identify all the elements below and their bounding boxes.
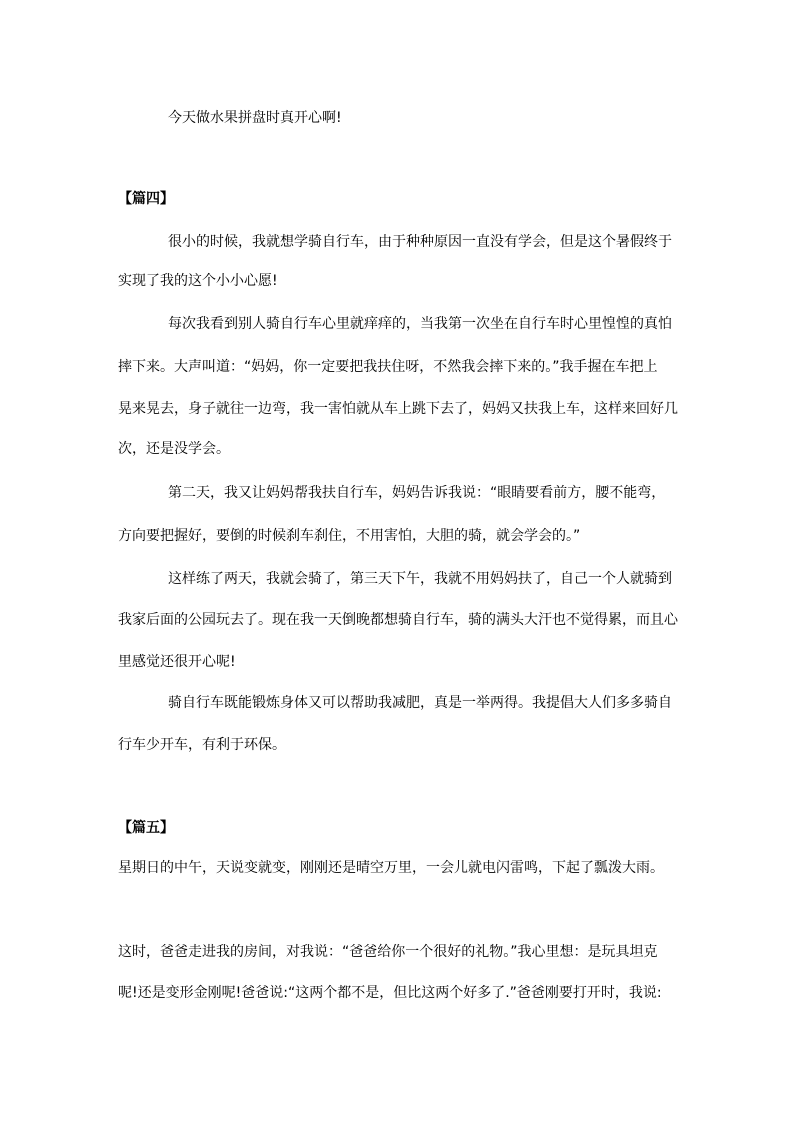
s5-p1: 星期日的中午，天说变就变，刚刚还是晴空万里，一会儿就电闪雷鸣，下起了瓢泼大雨。 [118,860,664,876]
s4-p5-line1: 骑自行车既能锻炼身体又可以帮助我减肥，真是一举两得。我提倡大人们多多骑自 [168,695,672,711]
s4-p2-line4: 次，还是没学会。 [118,441,230,457]
s4-p2-line1: 每次我看到别人骑自行车心里就痒痒的，当我第一次坐在自行车时心里惶惶的真怕 [168,316,672,332]
s4-p4-line3: 里感觉还很开心呢! [118,654,236,670]
s4-p1-line2: 实现了我的这个小小心愿! [118,273,278,289]
s4-p4-line2: 我家后面的公园玩去了。现在我一天倒晚都想骑自行车，骑的满头大汗也不觉得累，而且心 [118,612,678,628]
s4-p4-line1: 这样练了两天，我就会骑了，第三天下午，我就不用妈妈扶了，自己一个人就骑到 [168,571,672,587]
intro-line: 今天做水果拼盘时真开心啊! [168,110,342,126]
s4-p2-line3: 晃来晃去，身子就往一边弯，我一害怕就从车上跳下去了，妈妈又扶我上车，这样来回好几 [118,401,678,417]
s4-p3-line1: 第二天，我又让妈妈帮我扶自行车，妈妈告诉我说：“眼睛要看前方，腰不能弯， [168,485,666,501]
s5-p2-line2: 呢!还是变形金刚呢!爸爸说:“这两个都不是，但比这两个好多了.”爸爸刚要打开时，我说: [118,985,662,1001]
s4-p2-line2: 摔下来。大声叫道：“妈妈，你一定要把我扶住呀，不然我会摔下来的。”我手握在车把上 [118,359,658,375]
s4-p1-line1: 很小的时候，我就想学骑自行车，由于种种原因一直没有学会，但是这个暑假终于 [168,234,672,250]
section4-heading: 【篇四】 [118,191,174,207]
s4-p5-line2: 行车少开车，有利于环保。 [118,737,286,753]
section5-heading: 【篇五】 [118,820,174,836]
s4-p3-line2: 方向要把握好，要倒的时候刹车刹住，不用害怕，大胆的骑，就会学会的。” [118,528,581,544]
s5-p2-line1: 这时，爸爸走进我的房间，对我说：“爸爸给你一个很好的礼物。”我心里想：是玩具坦克 [118,944,658,960]
